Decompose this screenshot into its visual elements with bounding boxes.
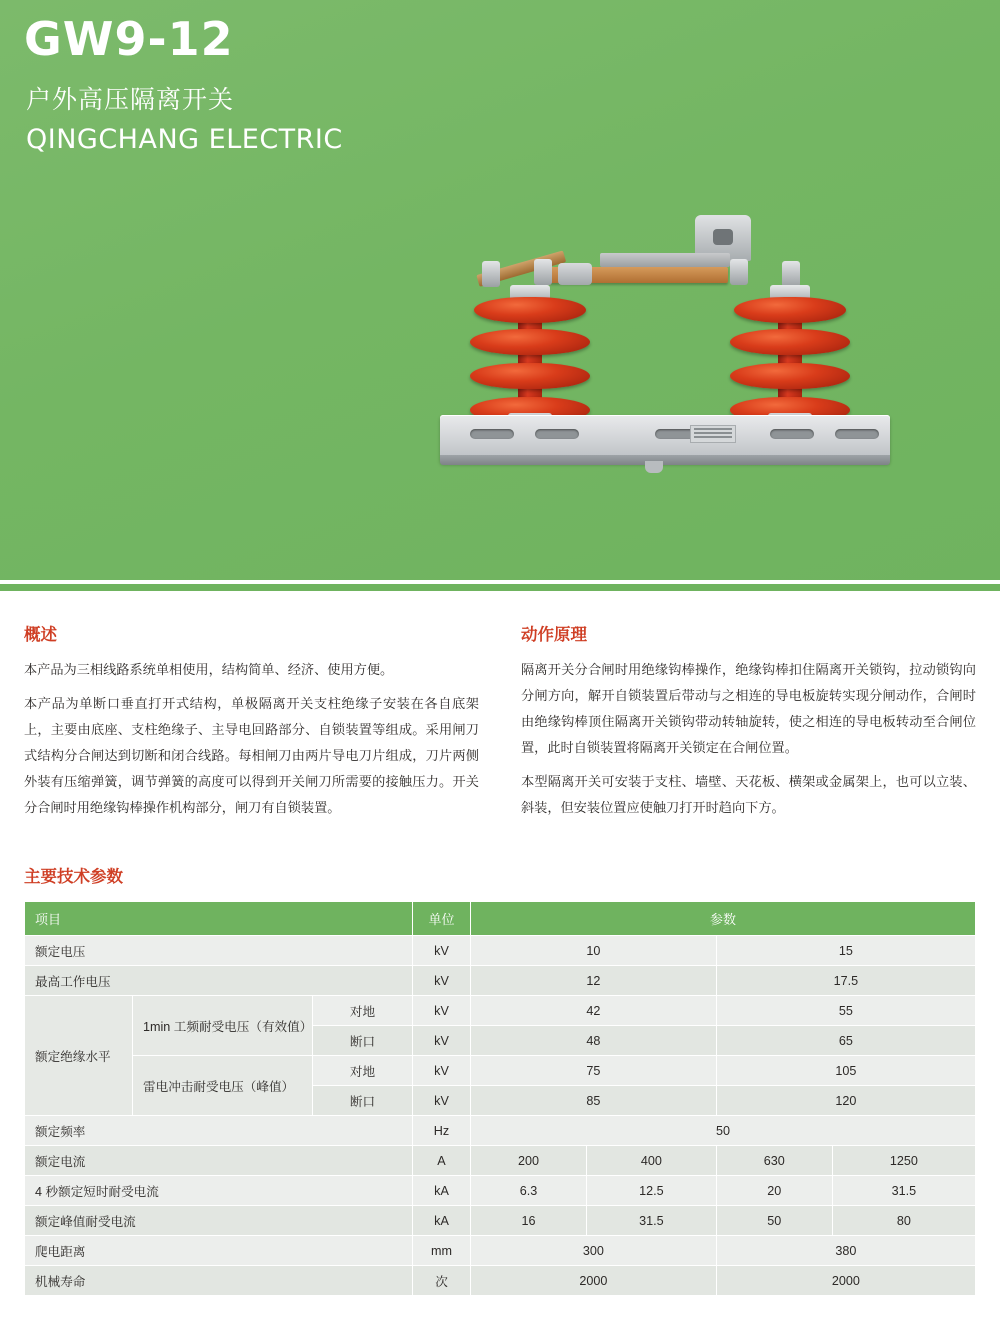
principle-paragraph-2: 本型隔离开关可安装于支柱、墙壁、天花板、横架或金属架上，也可以立装、斜装，但安装位置应使触刀打开时趋向下方。 bbox=[521, 774, 976, 815]
row-value: 630 bbox=[716, 1146, 832, 1176]
row-unit: kV bbox=[413, 996, 471, 1026]
row-value: 50 bbox=[471, 1116, 976, 1146]
row-value: 1250 bbox=[832, 1146, 975, 1176]
row-value: 85 bbox=[471, 1086, 717, 1116]
row-subgroup-label: 1min 工频耐受电压（有效值） bbox=[133, 996, 313, 1056]
terminal-bolt-icon bbox=[534, 259, 552, 285]
row-value: 16 bbox=[471, 1206, 587, 1236]
row-label: 额定电压 bbox=[25, 936, 413, 966]
section-divider bbox=[0, 584, 1000, 591]
table-row bbox=[25, 1146, 976, 1176]
insulator-skirt bbox=[474, 297, 586, 323]
row-unit: A bbox=[413, 1146, 471, 1176]
overview-paragraph-2: 本产品为单断口垂直打开式结构，单极隔离开关支柱绝缘子安装在各自底架上，主要由底座、支柱绝缘子、主导电回路部分、自锁装置等组成。采用闸刀式结构分合闸达到切断和闭合线路。每相闸刀由两片导电刀片组成，刀片两侧外装有压缩弹簧，调节弹簧的高度可以得到开关闸刀所需要的接触压力。开关分合闸时用绝缘钩棒操作机构部分，闸刀有自锁装置。 bbox=[24, 696, 479, 815]
row-label: 最高工作电压 bbox=[25, 966, 413, 996]
row-value: 105 bbox=[716, 1056, 975, 1086]
table-row bbox=[25, 1116, 976, 1146]
content-area bbox=[0, 591, 1000, 1296]
terminal-bolt-icon bbox=[482, 261, 500, 287]
text-columns bbox=[24, 621, 976, 829]
row-unit: kV bbox=[413, 1086, 471, 1116]
base-foot bbox=[645, 461, 663, 473]
nameplate-label bbox=[690, 425, 736, 443]
post-insulator-right bbox=[730, 303, 850, 428]
table-row bbox=[25, 1176, 976, 1206]
insulator-skirt bbox=[730, 363, 850, 389]
terminal-bolt-icon bbox=[782, 261, 800, 287]
table-row bbox=[25, 936, 976, 966]
row-part-label: 断口 bbox=[313, 1086, 413, 1116]
row-unit: kV bbox=[413, 1026, 471, 1056]
row-value: 80 bbox=[832, 1206, 975, 1236]
table-row bbox=[25, 1206, 976, 1236]
row-label: 机械寿命 bbox=[25, 1266, 413, 1296]
insulator-skirt bbox=[470, 363, 590, 389]
table-row bbox=[25, 1056, 976, 1086]
hero-banner bbox=[0, 0, 1000, 580]
row-label: 额定频率 bbox=[25, 1116, 413, 1146]
principle-heading: 动作原理 bbox=[521, 626, 587, 644]
brand-name: QINGCHANG ELECTRIC bbox=[26, 124, 343, 155]
th-item: 项目 bbox=[25, 902, 413, 936]
row-unit: kV bbox=[413, 966, 471, 996]
mounting-slot bbox=[470, 429, 514, 439]
hinge-clamp-icon bbox=[558, 263, 592, 285]
table-row bbox=[25, 1266, 976, 1296]
th-value: 参数 bbox=[471, 902, 976, 936]
row-value: 10 bbox=[471, 936, 717, 966]
row-value: 31.5 bbox=[587, 1206, 717, 1236]
row-value: 48 bbox=[471, 1026, 717, 1056]
row-group-label: 额定绝缘水平 bbox=[25, 996, 133, 1116]
row-value: 2000 bbox=[471, 1266, 717, 1296]
row-label: 4 秒额定短时耐受电流 bbox=[25, 1176, 413, 1206]
row-subgroup-label: 雷电冲击耐受电压（峰值） bbox=[133, 1056, 313, 1116]
page-title: GW9-12 bbox=[24, 12, 234, 66]
row-value: 31.5 bbox=[832, 1176, 975, 1206]
row-value: 20 bbox=[716, 1176, 832, 1206]
overview-column bbox=[24, 621, 479, 829]
product-subtitle-cn: 户外高压隔离开关 bbox=[26, 86, 235, 114]
row-value: 12.5 bbox=[587, 1176, 717, 1206]
row-unit: Hz bbox=[413, 1116, 471, 1146]
row-part-label: 断口 bbox=[313, 1026, 413, 1056]
row-value: 200 bbox=[471, 1146, 587, 1176]
row-part-label: 对地 bbox=[313, 996, 413, 1026]
row-value: 400 bbox=[587, 1146, 717, 1176]
params-heading: 主要技术参数 bbox=[24, 868, 123, 886]
row-label: 爬电距离 bbox=[25, 1236, 413, 1266]
row-value: 75 bbox=[471, 1056, 717, 1086]
row-unit: kA bbox=[413, 1176, 471, 1206]
row-label: 额定峰值耐受电流 bbox=[25, 1206, 413, 1236]
row-value: 300 bbox=[471, 1236, 717, 1266]
terminal-bolt-icon bbox=[730, 259, 748, 285]
row-value: 380 bbox=[716, 1236, 975, 1266]
row-value: 2000 bbox=[716, 1266, 975, 1296]
mounting-slot bbox=[535, 429, 579, 439]
table-row bbox=[25, 1236, 976, 1266]
row-value: 17.5 bbox=[716, 966, 975, 996]
upper-support-bar bbox=[600, 253, 730, 267]
insulator-skirt bbox=[470, 329, 590, 355]
th-unit: 单位 bbox=[413, 902, 471, 936]
technical-parameters-table bbox=[24, 901, 976, 1296]
row-part-label: 对地 bbox=[313, 1056, 413, 1086]
table-row bbox=[25, 996, 976, 1026]
insulator-skirt bbox=[734, 297, 846, 323]
row-value: 120 bbox=[716, 1086, 975, 1116]
product-photo bbox=[430, 215, 900, 505]
row-value: 12 bbox=[471, 966, 717, 996]
overview-heading: 概述 bbox=[24, 626, 57, 644]
row-unit: 次 bbox=[413, 1266, 471, 1296]
principle-paragraph-1: 隔离开关分合闸时用绝缘钩棒操作，绝缘钩棒扣住隔离开关锁钩，拉动锁钩向分闸方向，解开自锁装置后带动与之相连的导电板旋转实现分闸动作，合闸时由绝缘钩棒顶住隔离开关锁钩带动转轴旋转，使之相连的导电板转动至合闸位置，此时自锁装置将隔离开关锁定在合闸位置。 bbox=[521, 662, 976, 755]
post-insulator-left bbox=[470, 303, 590, 428]
row-value: 50 bbox=[716, 1206, 832, 1236]
mounting-slot bbox=[835, 429, 879, 439]
row-value: 42 bbox=[471, 996, 717, 1026]
row-unit: kA bbox=[413, 1206, 471, 1236]
row-unit: kV bbox=[413, 1056, 471, 1086]
base-frame bbox=[440, 415, 890, 463]
principle-column bbox=[521, 621, 976, 829]
row-value: 55 bbox=[716, 996, 975, 1026]
row-unit: kV bbox=[413, 936, 471, 966]
insulator-skirt bbox=[730, 329, 850, 355]
table-row bbox=[25, 966, 976, 996]
row-value: 6.3 bbox=[471, 1176, 587, 1206]
row-value: 15 bbox=[716, 936, 975, 966]
mounting-slot bbox=[770, 429, 814, 439]
row-unit: mm bbox=[413, 1236, 471, 1266]
table-header-row bbox=[25, 902, 976, 936]
overview-paragraph-1: 本产品为三相线路系统单相使用，结构简单、经济、使用方便。 bbox=[24, 662, 394, 677]
row-value: 65 bbox=[716, 1026, 975, 1056]
row-label: 额定电流 bbox=[25, 1146, 413, 1176]
